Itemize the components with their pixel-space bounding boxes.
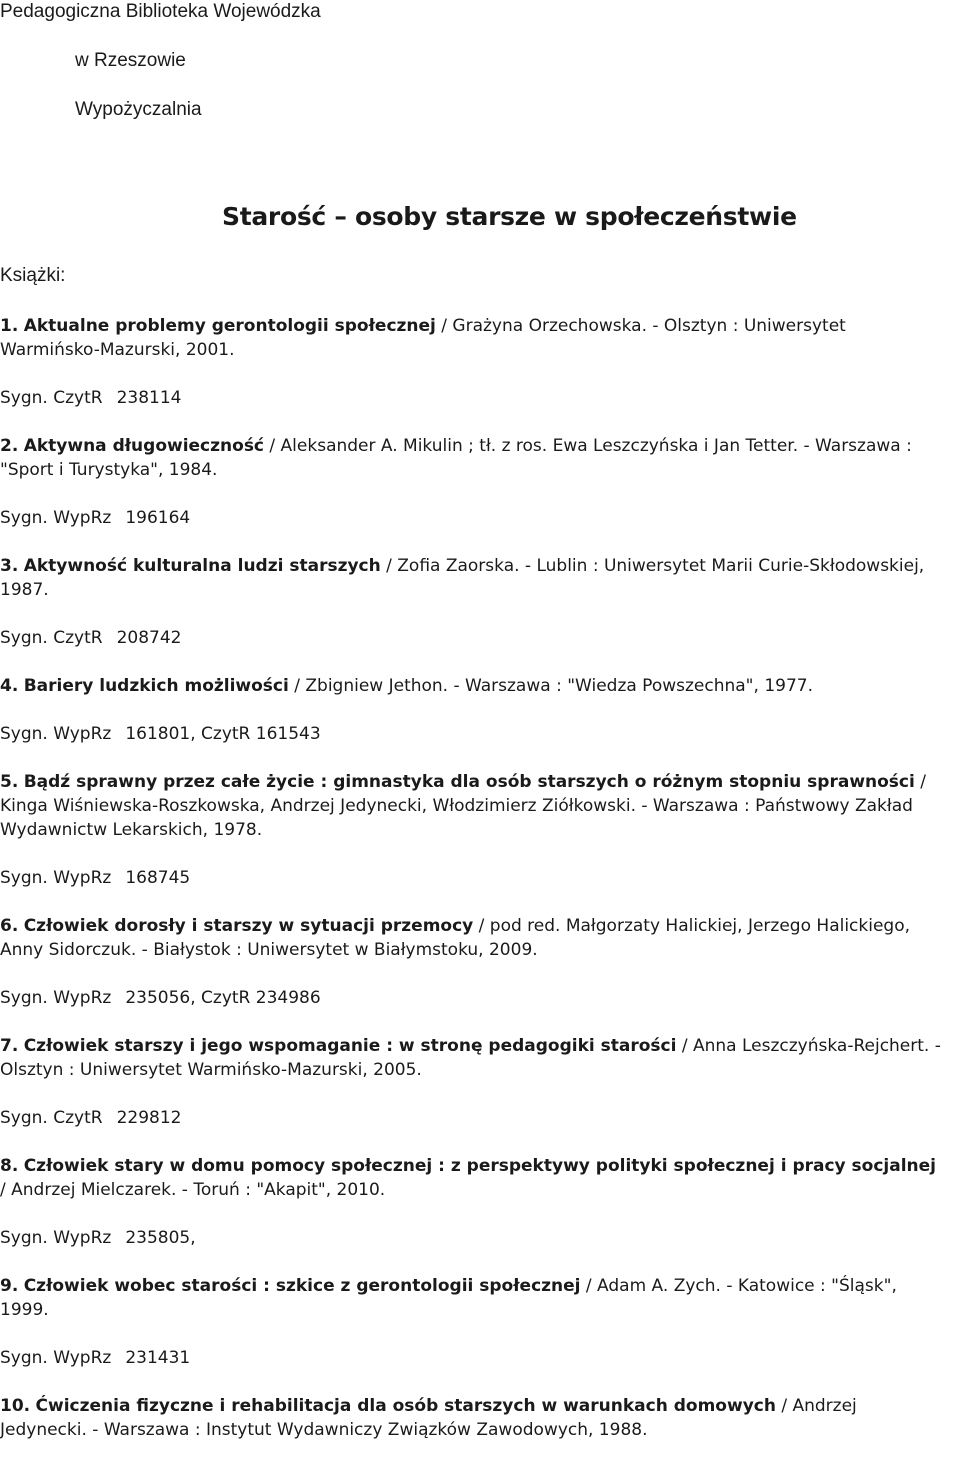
entry-number: 9. [0,1276,19,1296]
entry-title: Aktualne problemy gerontologii społecznej [23,316,436,336]
entry-title: Bądź sprawny przez całe życie : gimnastyka dla osób starszych o różnym stopniu sprawności [23,772,915,792]
entry-details: / Adam A. Zych. - Katowice : "Śląsk", 1999. [0,1276,897,1320]
entry-details: / Zbigniew Jethon. - Warszawa : "Wiedza Powszechna", 1977. [288,676,813,696]
signature-label: Sygn. WypRz [0,1348,112,1368]
entry-number: 10. [0,1396,31,1416]
entry-number: 2. [0,436,19,456]
signature-label: Sygn. WypRz [0,724,112,744]
list-item [0,1274,946,1370]
signature-code: 208742 [116,628,182,648]
entry-description [0,1394,946,1442]
entry-description [0,434,946,482]
entry-number: 5. [0,772,19,792]
bibliography-list [0,314,946,1466]
entry-description [0,914,946,962]
signature-label: Sygn. WypRz [0,868,112,888]
library-department: Wypożyczalnia [75,99,202,120]
signature-code: 161801, CzytR 161543 [125,724,321,744]
list-item [0,314,946,410]
signature-code: 235056, CzytR 234986 [125,988,321,1008]
entry-details: / Grażyna Orzechowska. - Olsztyn : Uniwersytet Warmińsko-Mazurski, 2001. [0,316,846,360]
entry-title: Człowiek starszy i jego wspomaganie : w stronę pedagogiki starości [23,1036,677,1056]
entry-title: Aktywność kulturalna ludzi starszych [23,556,381,576]
entry-signature [0,506,946,530]
signature-code: 229812 [116,1108,182,1128]
entry-number: 7. [0,1036,19,1056]
signature-code: 235805, [125,1228,196,1248]
entry-description [0,1154,946,1202]
entry-signature [0,626,946,650]
entry-title: Aktywna długowieczność [23,436,265,456]
list-item [0,914,946,1010]
section-label: Książki: [0,265,66,286]
list-item [0,1034,946,1130]
entry-signature [0,1226,946,1250]
entry-title: Człowiek wobec starości : szkice z gerontologii społecznej [23,1276,581,1296]
entry-details: / Andrzej Mielczarek. - Toruń : "Akapit", 2010. [0,1180,386,1200]
entry-description [0,674,946,698]
entry-title: Bariery ludzkich możliwości [23,676,289,696]
entry-title: Człowiek dorosły i starszy w sytuacji przemocy [23,916,474,936]
entry-signature [0,1346,946,1370]
entry-number: 8. [0,1156,19,1176]
list-item [0,1394,946,1442]
signature-label: Sygn. CzytR [0,388,103,408]
entry-signature [0,1106,946,1130]
signature-label: Sygn. CzytR [0,1108,103,1128]
entry-number: 6. [0,916,19,936]
entry-description [0,1274,946,1322]
entry-description [0,770,946,842]
list-item [0,674,946,746]
signature-label: Sygn. CzytR [0,628,103,648]
signature-code: 168745 [125,868,191,888]
entry-details: / pod red. Małgorzaty Halickiej, Jerzego Halickiego, Anny Sidorczuk. - Białystok : Uniwersytet w Białymstoku, 2009. [0,916,911,960]
library-city: w Rzeszowie [75,50,186,71]
entry-description [0,554,946,602]
library-name: Pedagogiczna Biblioteka Wojewódzka [0,1,321,22]
entry-details: / Kinga Wiśniewska-Roszkowska, Andrzej Jedynecki, Włodzimierz Ziółkowski. - Warszawa : Państwowy Zakład Wydawnictw Lekarskich, 1978. [0,772,926,840]
entry-signature [0,866,946,890]
signature-code: 231431 [125,1348,191,1368]
entry-signature [0,722,946,746]
entry-details: / Anna Leszczyńska-Rejchert. - Olsztyn : Uniwersytet Warmińsko-Mazurski, 2005. [0,1036,941,1080]
signature-code: 238114 [116,388,182,408]
page-title: Starość – osoby starsze w społeczeństwie [222,202,797,231]
entry-details: / Zofia Zaorska. - Lublin : Uniwersytet Marii Curie-Skłodowskiej, 1987. [0,556,925,600]
entry-title: Ćwiczenia fizyczne i rehabilitacja dla osób starszych w warunkach domowych [35,1396,776,1416]
entry-details: / Aleksander A. Mikulin ; tł. z ros. Ewa Leszczyńska i Jan Tetter. - Warszawa : "Sport i Turystyka", 1984. [0,436,912,480]
entry-number: 3. [0,556,19,576]
entry-description [0,314,946,362]
signature-label: Sygn. WypRz [0,988,112,1008]
entry-description [0,1034,946,1082]
signature-code: 196164 [125,508,191,528]
entry-title: Człowiek stary w domu pomocy społecznej : z perspektywy polityki społecznej i pracy socjalnej [23,1156,937,1176]
entry-signature [0,386,946,410]
list-item [0,434,946,530]
list-item [0,1154,946,1250]
entry-number: 1. [0,316,19,336]
signature-label: Sygn. WypRz [0,508,112,528]
signature-label: Sygn. WypRz [0,1228,112,1248]
entry-details: / Andrzej Jedynecki. - Warszawa : Instytut Wydawniczy Związków Zawodowych, 1988. [0,1396,857,1440]
entry-signature [0,986,946,1010]
list-item [0,554,946,650]
entry-number: 4. [0,676,19,696]
list-item [0,770,946,890]
